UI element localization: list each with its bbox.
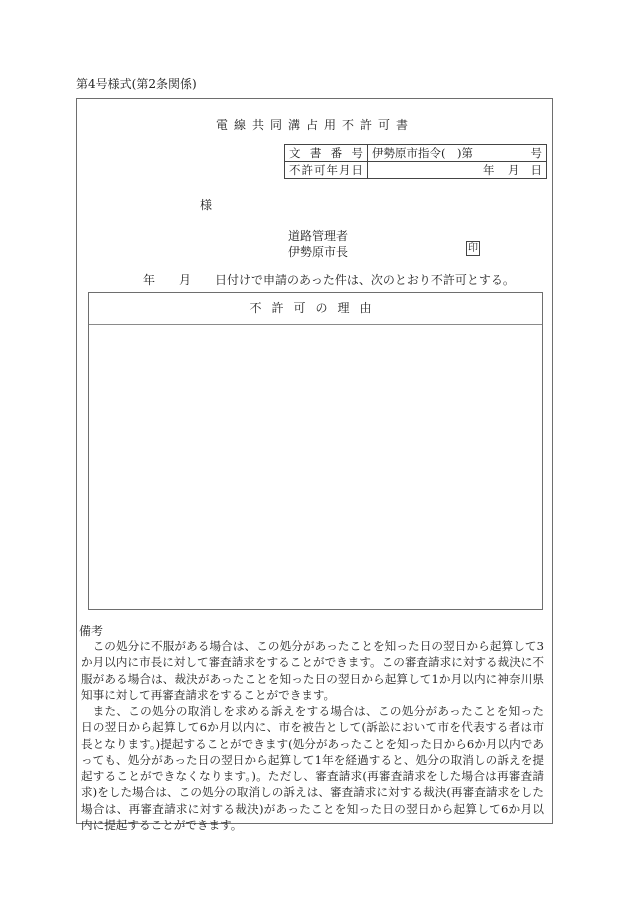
document-info-table	[284, 144, 547, 179]
rejection-notice-text: 年 月 日付けで申請のあった件は、次のとおり不許可とする。	[143, 273, 515, 287]
document-title: 電線共同溝占用不許可書	[215, 118, 414, 132]
seal-stamp-icon: 印	[468, 243, 478, 254]
rejection-reason-box	[88, 292, 543, 610]
rejection-reason-header: 不許可の理由	[89, 293, 542, 325]
form-number-label: 第4号様式(第2条関係)	[76, 77, 197, 91]
rejection-date-field[interactable]	[368, 162, 547, 179]
road-manager-name: 伊勢原市長	[288, 245, 349, 259]
addressee-honorific: 様	[200, 198, 213, 212]
date-year-unit: 年	[483, 163, 495, 177]
date-day-unit: 日	[530, 163, 542, 177]
document-number-field[interactable]	[368, 145, 547, 162]
remarks-paragraph-1	[81, 638, 544, 703]
remarks-text-appeal: この処分に不服がある場合は、この処分があったことを知った日の翌日から起算して3か月以内に市長に対して審査請求をすることができます。この審査請求に対する裁決に不服がある場合は、裁決があったことを知った日の翌日から起算して1か月以内に神奈川県知事に対して再審査請求をすることができます。	[81, 639, 544, 702]
document-number-label: 文書番号	[285, 145, 368, 162]
date-month-unit: 月	[508, 163, 520, 177]
rejection-reason-content[interactable]	[89, 325, 542, 609]
remarks-text-lawsuit: また、この処分の取消しを求める訴えをする場合は、この処分があったことを知った日の翌日から起算して6か月以内に、市を被告として(訴訟において市を代表する者は市長となります。)提起することができます(処分があったことを知った日から6か月以内であっても、処分があった日の翌日から起算して1年を経過すると、処分の取消しの訴えを提起することができなくなります。)。ただし、審査請求(再審査請求をした場合は再審査請求)をした場合は、この処分の取消しの訴えは、審査請求に対する裁決(再審査請求をした場合は、再審査請求に対する裁決)があったことを知った日の翌日から起算して6か月以内に提起することができます。	[81, 704, 544, 833]
table-row-rejection-date	[285, 162, 547, 179]
document-number-prefix: 伊勢原市指令( )第	[372, 146, 473, 160]
table-row-document-number	[285, 145, 547, 162]
rejection-date-label: 不許可年月日	[285, 162, 368, 179]
document-number-suffix: 号	[530, 146, 542, 160]
road-manager-role: 道路管理者	[288, 229, 349, 243]
remarks-paragraph-2	[81, 703, 544, 833]
remarks-label: 備考	[79, 624, 104, 638]
